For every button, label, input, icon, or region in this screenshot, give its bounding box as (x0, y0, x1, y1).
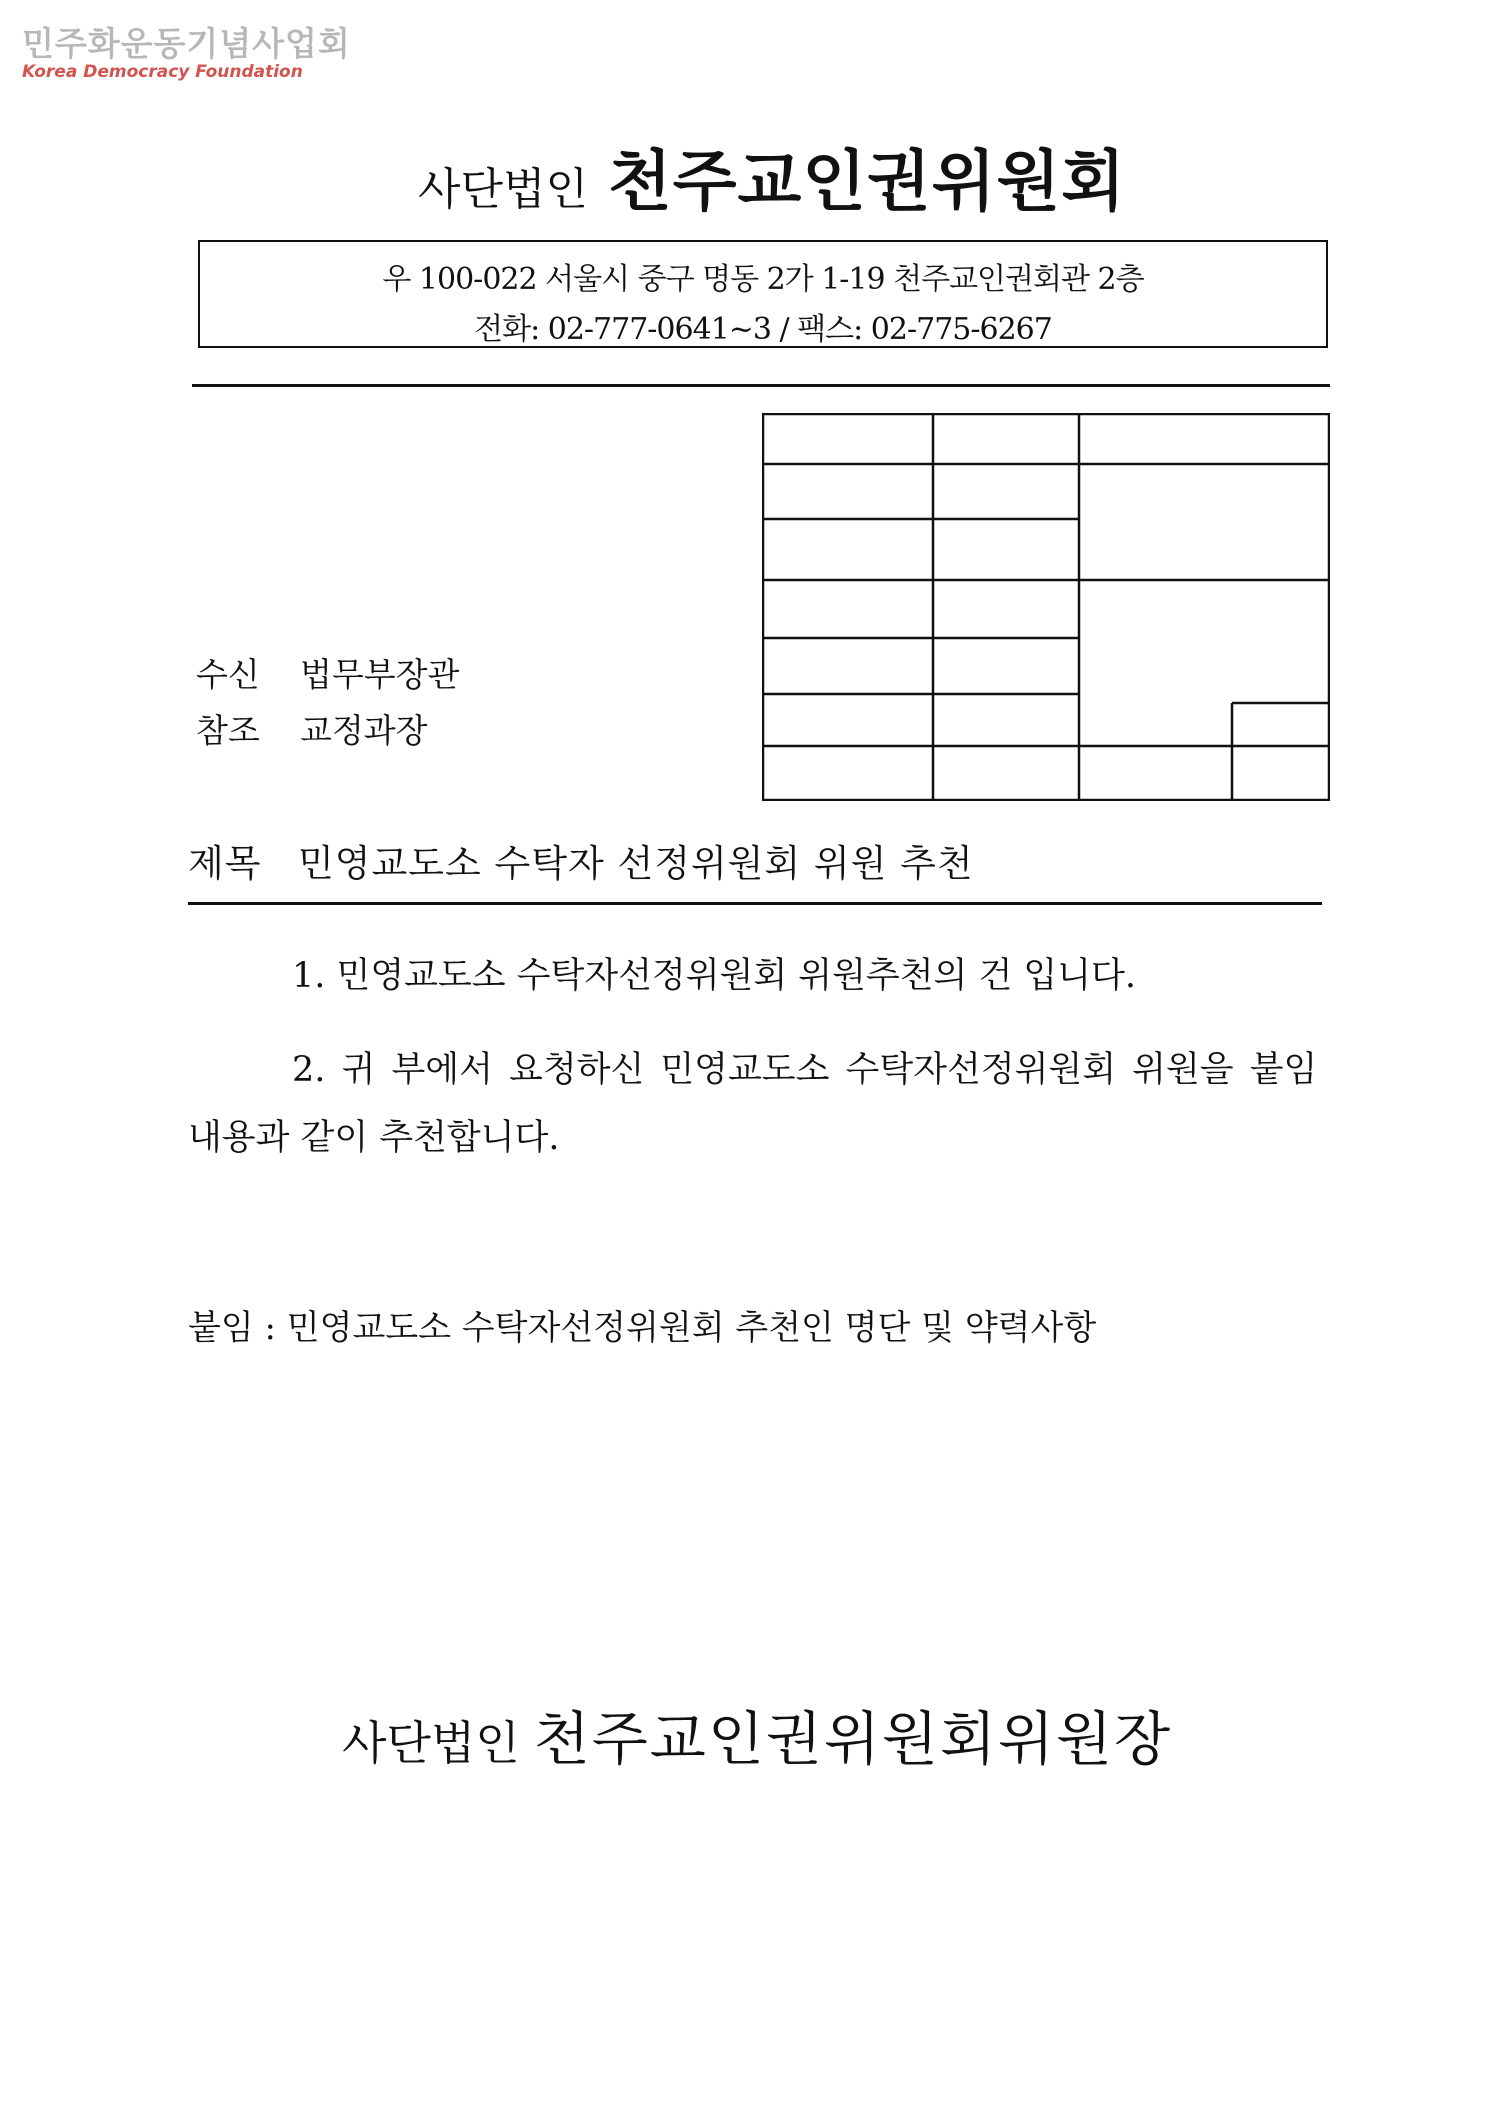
subject-divider (188, 902, 1322, 905)
body-paragraph-2-cont: 내용과 같이 추천합니다. (188, 1118, 560, 1158)
body-paragraph-2: 2. 귀 부에서 요청하신 민영교도소 수탁자선정위원회 위원을 붙임 (292, 1050, 1318, 1090)
recipient-cc (196, 703, 459, 759)
address-line: 우 100-022 서울시 중구 명동 2가 1-19 천주교인권회관 2층 (382, 262, 1144, 297)
watermark-korean: 민주화운동기념사업회 (22, 24, 351, 63)
closing-prefix: 사단법인 (342, 1716, 520, 1770)
attachment-line: 붙임 : 민영교도소 수탁자선정위원회 추천인 명단 및 약력사항 (188, 1308, 1097, 1348)
body-paragraph-1: 1. 민영교도소 수탁자선정위원회 위원추천의 건 입니다. (292, 956, 1136, 996)
subject-label: 제목 (188, 842, 262, 885)
letterhead-title (418, 128, 1126, 223)
watermark-english: Korea Democracy Foundation (22, 62, 303, 82)
org-name: 천주교인권위원회 (608, 142, 1127, 220)
contact-line: 전화: 02-777-0641~3 / 팩스: 02-775-6267 (474, 312, 1052, 347)
closing-signatory: 천주교인권위원회위원장 (533, 1705, 1173, 1773)
approval-grid (762, 413, 1330, 801)
recipient-block (196, 647, 459, 759)
to-value: 법무부장관 (300, 655, 460, 694)
to-label: 수신 (196, 655, 260, 694)
org-prefix: 사단법인 (418, 164, 589, 215)
address-box (198, 240, 1328, 348)
subject-text: 민영교도소 수탁자 선정위원회 위원 추천 (298, 842, 974, 885)
closing-signature (342, 1692, 1172, 1776)
cc-label: 참조 (196, 711, 260, 750)
recipient-to (196, 647, 459, 703)
cc-value: 교정과장 (300, 711, 428, 750)
header-divider (192, 384, 1330, 387)
subject-line (188, 833, 974, 887)
